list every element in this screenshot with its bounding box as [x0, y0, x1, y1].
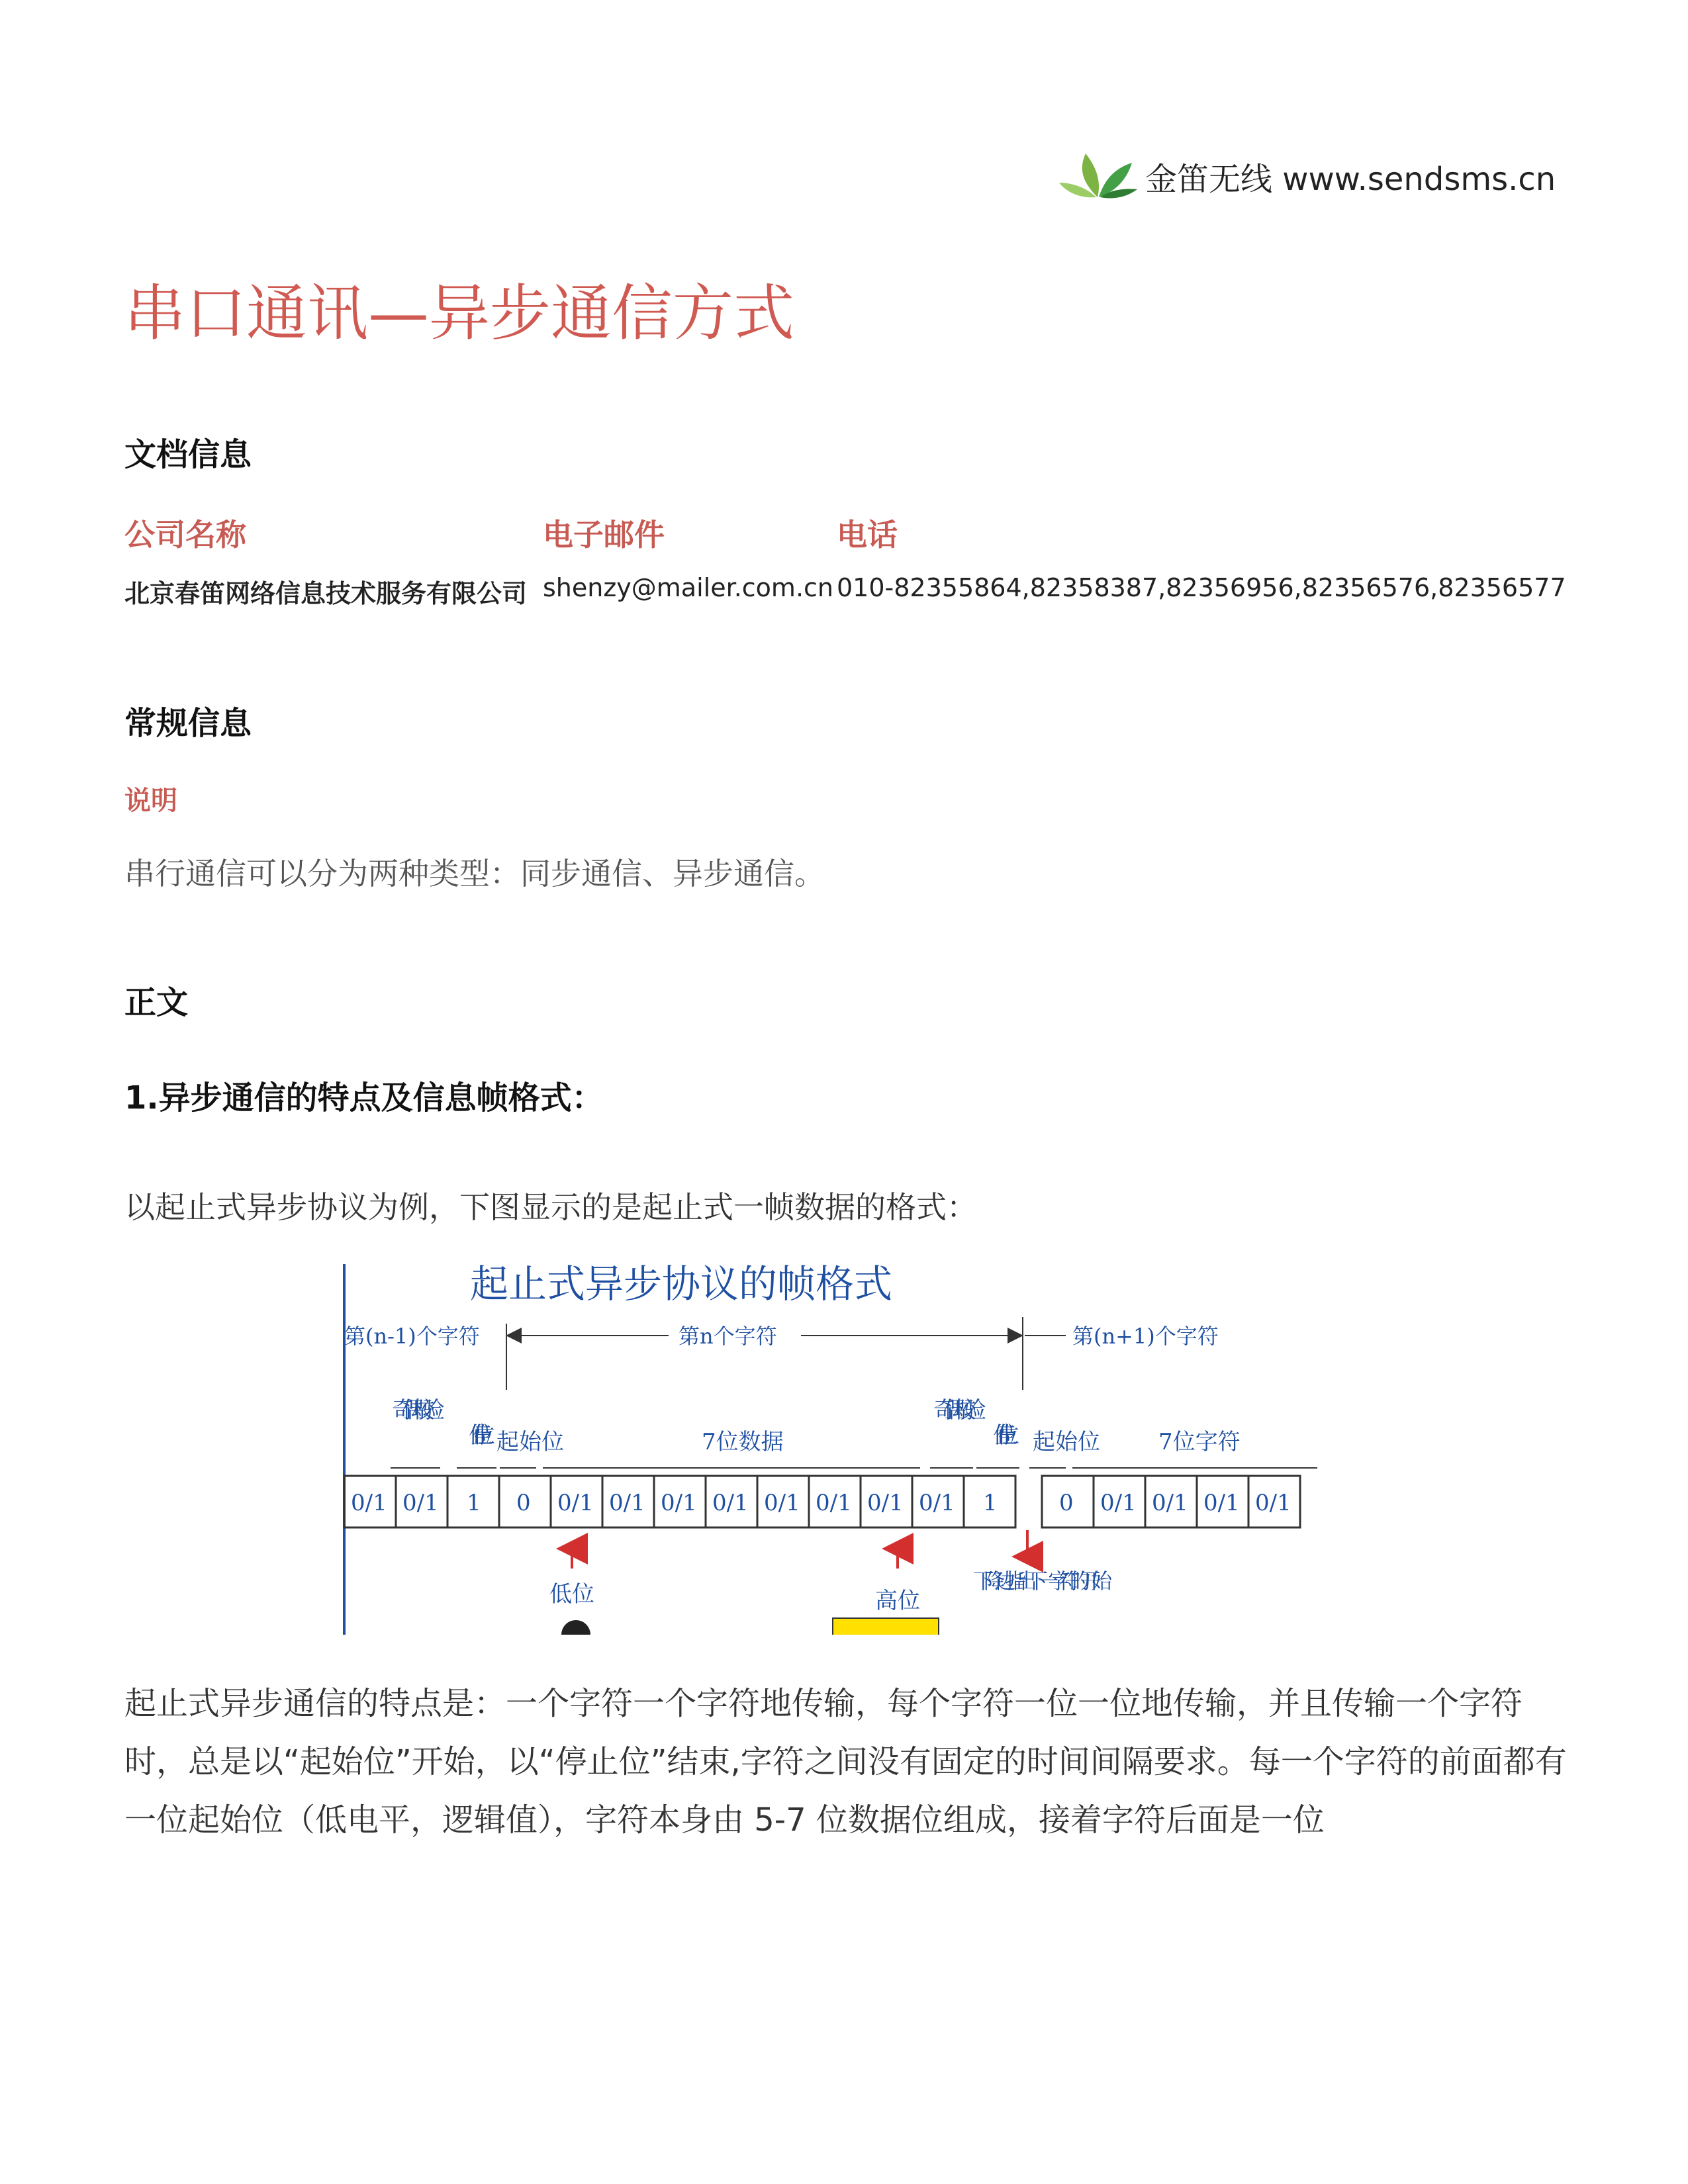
bit-cell: 0/1 — [712, 1490, 749, 1516]
stop-label-2: 停止位 — [993, 1422, 1019, 1449]
stop-label-1: 停止位 — [469, 1422, 495, 1449]
bit-cell: 0/1 — [1203, 1490, 1240, 1516]
low-bit-label: 低位 — [549, 1581, 594, 1608]
curr-char-label: 第n个字符 — [679, 1324, 777, 1349]
prev-char-label: 第(n-1)个字符 — [344, 1324, 480, 1349]
brand-name: 金笛无线 www.sendsms.cn — [1145, 161, 1556, 198]
falling-edge-label: 下降边指出下一字符的开始 — [973, 1569, 1112, 1594]
bit-cell: 0/1 — [1100, 1490, 1137, 1516]
page-title: 串口通讯—异步通信方式 — [124, 278, 795, 349]
doc-info-heading: 文档信息 — [124, 436, 252, 473]
parity-label-2: 奇偶校验 — [933, 1397, 986, 1424]
data-bits-label: 7位数据 — [702, 1429, 784, 1455]
bit-cell: 1 — [467, 1490, 481, 1516]
bit-cell: 0/1 — [661, 1490, 697, 1516]
phone-label: 电话 — [837, 517, 898, 553]
section-1-heading: 1.异步通信的特点及信息帧格式： — [124, 1079, 604, 1116]
bit-cell: 1 — [983, 1490, 998, 1516]
figure-title: 起止式异步协议的帧格式 — [470, 1261, 893, 1306]
body-paragraph: 起止式异步通信的特点是：一个字符一个字符地传输，每个字符一位一位地传输，并且传输一个字符时，总是以“起始位”开始，以“停止位”结束,字符之间没有固定的时间间隔要求。每一个字符的前面都有一位起始位（低电平，逻辑值），字符本身由 5-7 位数据位组成，接着字符后面是一位 — [124, 1685, 1567, 1839]
bit-cell: 0/1 — [764, 1490, 800, 1516]
company-label: 公司名称 — [124, 517, 246, 553]
bit-cell: 0/1 — [609, 1490, 645, 1516]
parity-label-1: 奇偶校验 — [392, 1397, 445, 1424]
description-label: 说明 — [124, 786, 177, 816]
start-label-2: 起始位 — [1033, 1429, 1100, 1455]
start-label-1: 起始位 — [496, 1429, 564, 1455]
frame-format-figure — [338, 1257, 1331, 1635]
intro-text: 以起止式异步协议为例，下图显示的是起止式一帧数据的格式： — [124, 1189, 977, 1225]
email-label: 电子邮件 — [543, 517, 665, 553]
bit-cell: 0 — [516, 1490, 531, 1516]
bit-cell: 0/1 — [351, 1490, 387, 1516]
leaf-logo-icon — [1058, 151, 1139, 199]
high-bit-label: 高位 — [875, 1588, 920, 1614]
phone-value: 010-82355864,82358387,82356956,82356576,82356577 — [837, 573, 1566, 602]
general-info-heading: 常规信息 — [124, 705, 252, 742]
bit-cell: 0/1 — [1152, 1490, 1188, 1516]
bit-cell: 0/1 — [919, 1490, 955, 1516]
company-value: 北京春笛网络信息技术服务有限公司 — [124, 579, 528, 608]
bit-cell: 0/1 — [402, 1490, 439, 1516]
bit-cell: 0 — [1059, 1490, 1074, 1516]
description-text: 串行通信可以分为两种类型：同步通信、异步通信。 — [124, 856, 825, 891]
body-heading: 正文 — [124, 984, 189, 1021]
bit-cell: 0/1 — [867, 1490, 904, 1516]
next-char-label: 第(n+1)个字符 — [1072, 1324, 1219, 1349]
bit-cell: 0/1 — [816, 1490, 852, 1516]
email-value: shenzy@mailer.com.cn — [543, 573, 834, 602]
char-bits-label: 7位字符 — [1158, 1429, 1241, 1455]
bit-cell: 0/1 — [1255, 1490, 1291, 1516]
bit-cell: 0/1 — [557, 1490, 594, 1516]
